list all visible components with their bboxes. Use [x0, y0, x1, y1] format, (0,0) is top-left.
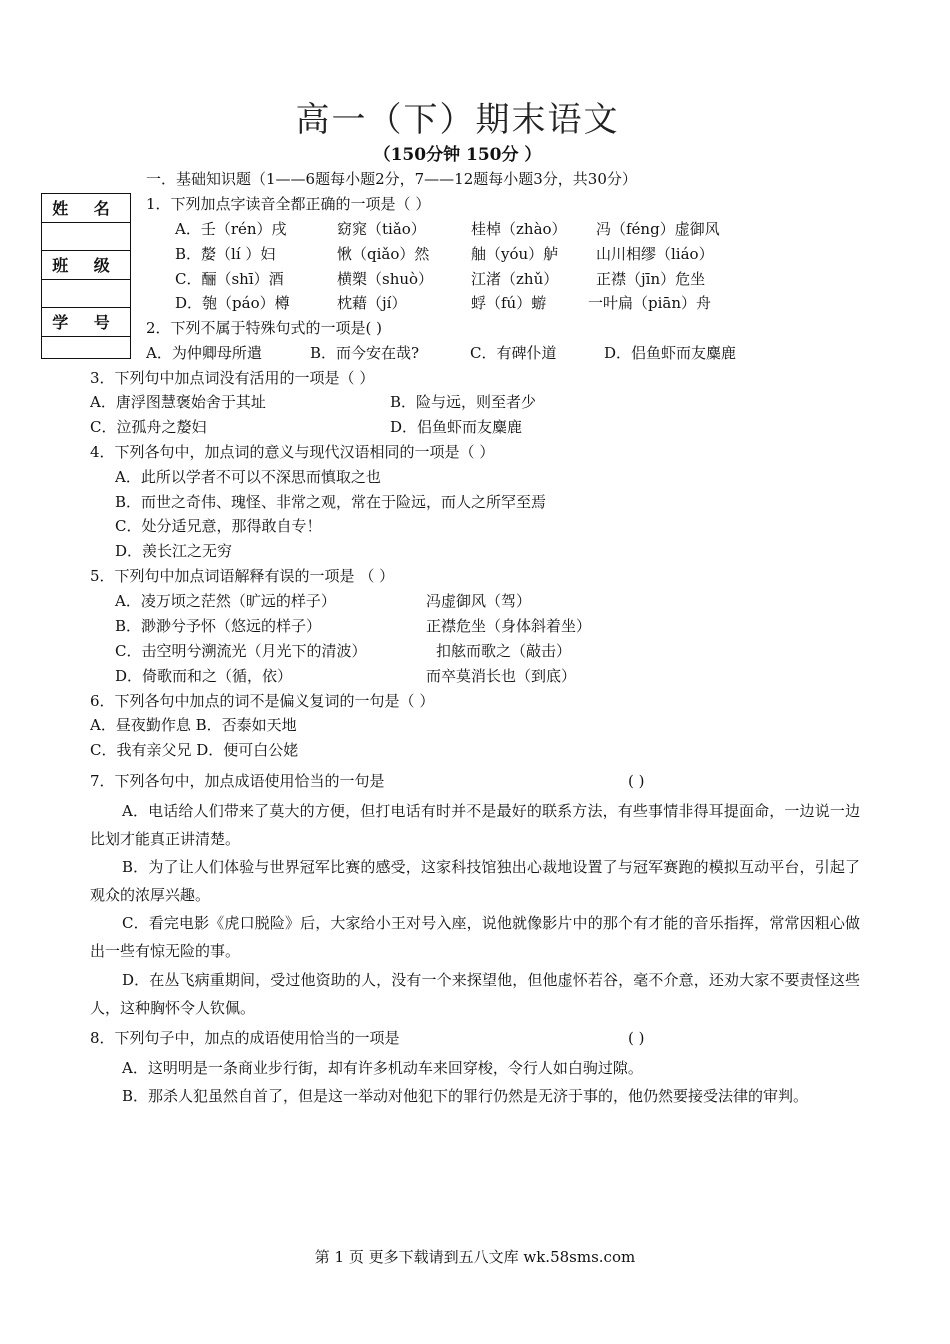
- class-label: 班 级: [42, 251, 130, 280]
- q5-a-right: 冯虚御风（驾）: [426, 592, 532, 610]
- q5-c-right: 扣舷而歌之（敲击）: [436, 642, 572, 660]
- q1-a-4: 冯（féng）虚御风: [596, 220, 720, 238]
- number-blank: [42, 337, 130, 365]
- question-5-stem: 5．下列句中加点词语解释有误的一项是 （ ）: [90, 567, 395, 585]
- q2-option-a: A．为仲卿母所遣: [146, 344, 262, 362]
- q1-b-3: 舳（yóu）舻: [471, 245, 559, 263]
- q3-option-d: D．侣鱼虾而友麋鹿: [390, 418, 523, 436]
- q3-option-a: A．唐浮图慧褒始舍于其址: [90, 393, 266, 411]
- q7-option-a: A．电话给人们带来了莫大的方便，但打电话有时并不是最好的联系方法，有些事情非得耳提面命，一边说一边比划才能真正讲清楚。: [90, 802, 860, 848]
- q1-d-1: D．匏（páo）樽: [175, 294, 290, 312]
- name-label: 姓 名: [42, 194, 130, 223]
- class-blank: [42, 280, 130, 308]
- q4-option-a: A．此所以学者不可以不深思而慎取之也: [115, 468, 381, 486]
- q8-option-a: A．这明明是一条商业步行街，却有许多机动车来回穿梭，令行人如白驹过隙。: [122, 1059, 643, 1077]
- q5-d-left: D．倚歌而和之（循，依）: [115, 667, 293, 685]
- question-2-stem: 2．下列不属于特殊句式的一项是( ): [146, 319, 383, 337]
- q4-option-b: B．而世之奇伟、瑰怪、非常之观，常在于险远，而人之所罕至焉: [115, 493, 547, 511]
- q1-a-2: 窈窕（tiǎo）: [337, 220, 426, 238]
- question-4-stem: 4．下列各句中，加点词的意义与现代汉语相同的一项是（ ）: [90, 443, 495, 461]
- q2-option-b: B．而今安在哉?: [310, 344, 420, 362]
- q5-a-left: A．凌万顷之茫然（旷远的样子）: [115, 592, 336, 610]
- q1-c-4: 正襟（jīn）危坐: [596, 270, 706, 288]
- q4-option-d: D．羡长江之无穷: [115, 542, 233, 560]
- page-subtitle: （150分钟 150分 ）: [373, 145, 542, 165]
- q1-b-1: B．嫠（lí ）妇: [175, 245, 276, 263]
- q5-b-right: 正襟危坐（身体斜着坐）: [426, 617, 592, 635]
- q1-d-2: 枕藉（jí）: [337, 294, 407, 312]
- q6-options-ab: A．昼夜勤作息 B．否泰如天地: [90, 716, 297, 734]
- q1-d-3: 蜉（fú）蝣: [471, 294, 547, 312]
- q1-b-4: 山川相缪（liáo）: [596, 245, 714, 263]
- question-6-stem: 6．下列各句中加点的词不是偏义复词的一句是（ ）: [90, 692, 435, 710]
- section-heading: 一．基础知识题（1——6题每小题2分，7——12题每小题3分，共30分）: [146, 170, 637, 188]
- student-info-box: [41, 193, 131, 359]
- q1-c-2: 横槊（shuò）: [337, 270, 434, 288]
- q5-b-left: B．渺渺兮予怀（悠远的样子）: [115, 617, 322, 635]
- page-title: 高一（下）期末语文: [295, 100, 620, 140]
- question-3-stem: 3．下列句中加点词没有活用的一项是（ ）: [90, 369, 375, 387]
- question-7-answer-paren: ( ): [628, 772, 645, 790]
- q5-d-right: 而卒莫消长也（到底）: [426, 667, 577, 685]
- q7-option-b: B．为了让人们体验与世界冠军比赛的感受，这家科技馆独出心裁地设置了与冠军赛跑的模拟互动平台，引起了观众的浓厚兴趣。: [90, 858, 860, 904]
- q5-c-left: C．击空明兮溯流光（月光下的清波）: [115, 642, 367, 660]
- q2-option-c: C．有碑仆道: [470, 344, 557, 362]
- name-blank: [42, 223, 130, 251]
- question-8-answer-paren: ( ): [628, 1029, 645, 1047]
- number-label: 学 号: [42, 308, 130, 337]
- q1-b-2: 愀（qiǎo）然: [337, 245, 430, 263]
- question-1-stem: 1．下列加点字读音全都正确的一项是（ ）: [146, 195, 431, 213]
- q1-c-3: 江渚（zhǔ）: [471, 270, 559, 288]
- q8-option-b: B．那杀人犯虽然自首了，但是这一举动对他犯下的罪行仍然是无济于事的，他仍然要接受法律的审判。: [122, 1087, 809, 1105]
- q6-options-cd: C．我有亲父兄 D．便可白公姥: [90, 741, 299, 759]
- q7-option-c: C．看完电影《虎口脱险》后，大家给小王对号入座，说他就像影片中的那个有才能的音乐指挥，常常因粗心做出一些有惊无险的事。: [90, 914, 860, 960]
- q1-c-1: C．酾（shī）酒: [175, 270, 284, 288]
- q4-option-c: C．处分适兄意，那得敢自专！: [115, 517, 322, 535]
- question-7-stem: 7．下列各句中，加点成语使用恰当的一句是: [90, 772, 385, 790]
- q1-d-4: 一叶扁（piān）舟: [588, 294, 712, 312]
- question-8-stem: 8．下列句子中，加点的成语使用恰当的一项是: [90, 1029, 400, 1047]
- q3-option-b: B．险与远，则至者少: [390, 393, 537, 411]
- q7-option-d: D．在丛飞病重期间，受过他资助的人，没有一个来探望他，但他虚怀若谷，毫不介意，还劝大家不要责怪这些人，这种胸怀令人钦佩。: [90, 971, 860, 1017]
- q1-a-3: 桂棹（zhào）: [471, 220, 567, 238]
- q1-a-1: A．壬（rén）戌: [175, 220, 287, 238]
- q2-option-d: D．侣鱼虾而友麋鹿: [604, 344, 737, 362]
- page-footer: 第 1 页 更多下载请到五八文库 wk.58sms.com: [314, 1248, 636, 1266]
- q3-option-c: C．泣孤舟之嫠妇: [90, 418, 207, 436]
